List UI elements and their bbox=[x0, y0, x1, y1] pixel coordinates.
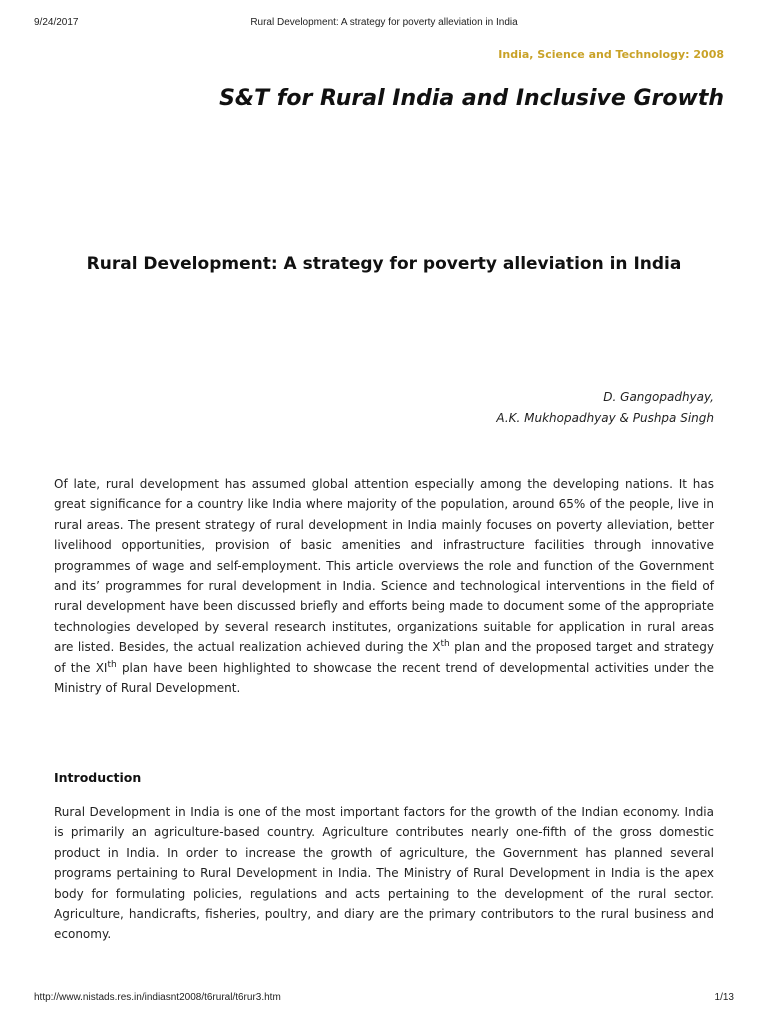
abstract-text: Of late, rural development has assumed global attention especially among the developing nations. It has great significance for a country like India where majority of the population, around 65% of the people, live in rural areas. The present strategy of rural development in India mainly focuses on poverty alleviation, better livelihood opportunities, provision of basic amenities and infrastructure facilities through innovative programmes of wage and self-employment. This article overviews the role and function of the Government and its’ programmes for rural development in India. Science and technological interventions in the field of rural development have been discussed briefly and efforts being made to document some of the appropriate technologies developed by several research institutes, organizations suitable for application in rural areas are listed. Besides, the actual realization achieved during the X bbox=[54, 477, 714, 655]
article-title: Rural Development: A strategy for poverty alleviation in India bbox=[86, 254, 682, 274]
print-footer bbox=[34, 992, 734, 1006]
section-heading-introduction: Introduction bbox=[54, 770, 142, 785]
abstract-text: plan and the proposed target and strategy of the XI bbox=[54, 640, 714, 675]
introduction-paragraph: Rural Development in India is one of the most important factors for the growth of the Indian economy. India is primarily an agriculture-based country. Agriculture contributes nearly one-fifth of the gross domestic product in India. In order to increase the growth of agriculture, the Government has planned several programs pertaining to Rural Development in India. The Ministry of Rural Development in India is the apex body for formulating policies, regulations and acts pertaining to the development of the rural sector. Agriculture, handicrafts, fisheries, poultry, and diary are the primary contributors to the rural business and economy. bbox=[54, 805, 714, 942]
superscript: th bbox=[107, 659, 117, 670]
series-label: India, Science and Technology: 2008 bbox=[498, 48, 724, 61]
source-url[interactable]: http://www.nistads.res.in/indiasnt2008/t6rural/t6rur3.htm bbox=[34, 992, 281, 1003]
abstract-text: plan have been highlighted to showcase the recent trend of developmental activities under the Ministry of Rural Development. bbox=[54, 660, 714, 696]
page-number: 1/13 bbox=[714, 992, 734, 1003]
authors-block bbox=[496, 387, 714, 429]
superscript: th bbox=[440, 639, 450, 650]
abstract-paragraph bbox=[54, 474, 714, 698]
print-header bbox=[34, 17, 734, 31]
print-date: 9/24/2017 bbox=[34, 17, 79, 28]
series-title: S&T for Rural India and Inclusive Growth bbox=[219, 86, 724, 111]
author-line: A.K. Mukhopadhyay & Pushpa Singh bbox=[496, 411, 714, 425]
print-page-title: Rural Development: A strategy for poverty alleviation in India bbox=[250, 17, 518, 28]
author-line: D. Gangopadhyay, bbox=[603, 390, 714, 404]
